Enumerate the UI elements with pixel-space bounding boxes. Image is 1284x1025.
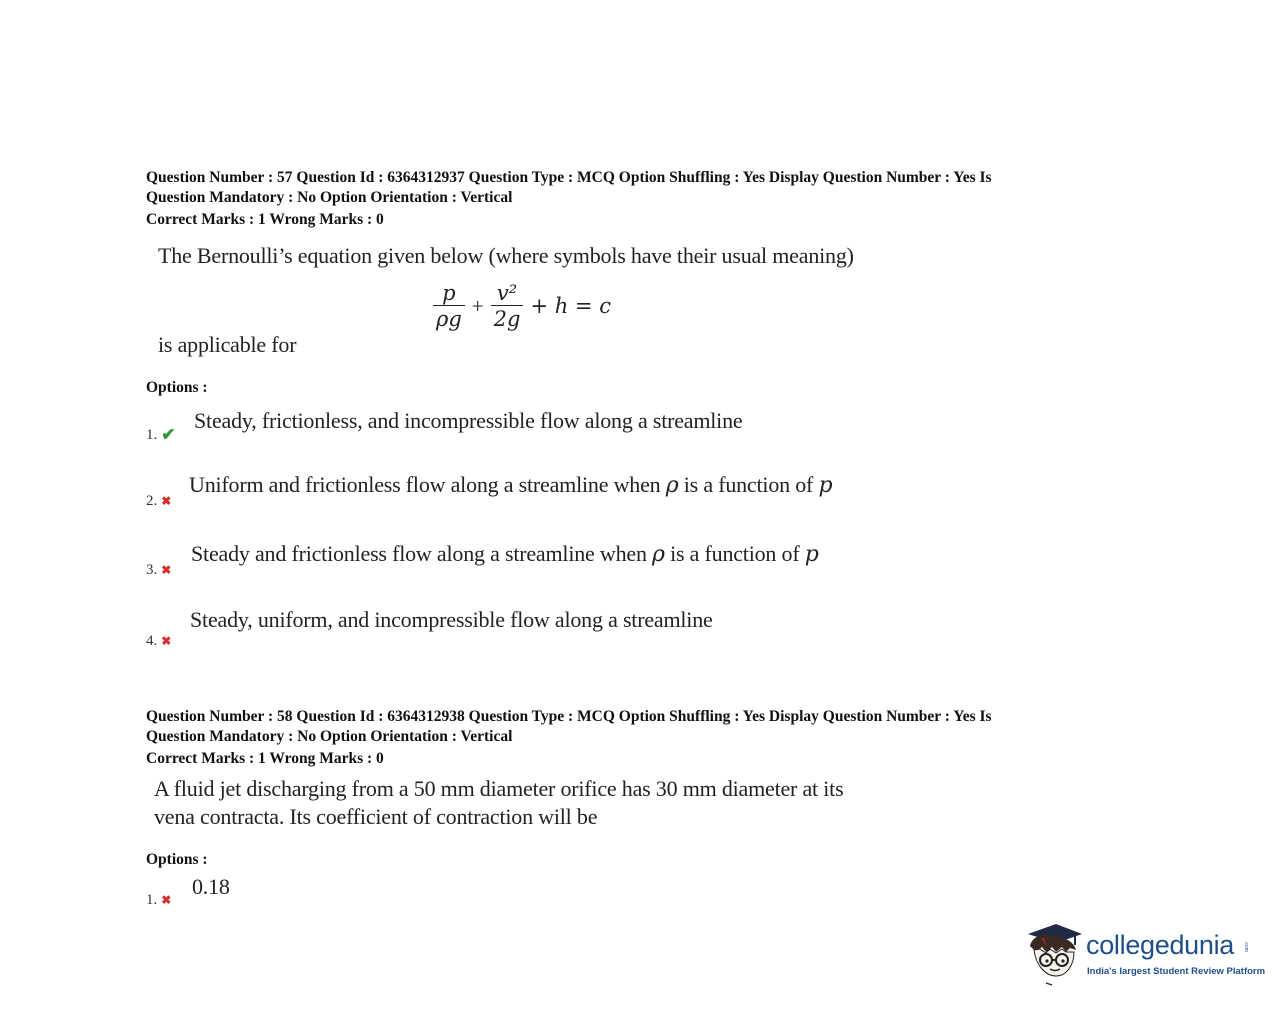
q58-meta-line1: Question Number : 58 Question Id : 6364312938 Question Type : MCQ Option Shuffling : Yes Display Question Number : Yes Is [146,708,992,725]
option-text-part: is a function of [664,541,805,566]
q57-option-4-marker [146,633,171,650]
q57-option-3-text[interactable] [191,541,819,567]
option-text-part: is a function of [678,472,819,497]
collegedunia-tagline: India's largest Student Review Platform [1087,966,1266,977]
formula-numerator-p: p [442,280,456,305]
q57-meta [146,168,1106,207]
option-number: 2. [146,493,158,509]
q58-meta [146,707,1106,746]
option-text-part: Steady and frictionless flow along a streamline when [191,541,653,566]
collegedunia-mascot-icon [1022,916,1086,988]
formula-fraction-p [433,281,465,332]
option-symbol-p: p [804,542,819,567]
q57-option-2-marker [146,493,171,510]
q58-marks: Correct Marks : 1 Wrong Marks : 0 [146,750,384,767]
option-symbol-rho: ρ [652,542,665,567]
wrong-cross-icon: ✖ [161,563,172,577]
option-number: 3. [146,562,158,578]
q57-meta-line1: Question Number : 57 Question Id : 6364312937 Question Type : MCQ Option Shuffling : Yes Display Question Number : Yes Is [146,169,992,186]
option-number: 4. [146,633,158,649]
wrong-cross-icon: ✖ [161,494,172,508]
option-number: 1. [146,892,158,908]
q57-option-1-text[interactable]: Steady, frictionless, and incompressible flow along a streamline [194,408,743,433]
q58-option-1-marker [146,892,171,909]
q57-text-line2: is applicable for [158,332,297,357]
formula-plus: + [471,293,484,318]
q57-meta-line2: Question Mandatory : No Option Orientation : Vertical [146,188,513,206]
option-symbol-rho: ρ [665,473,679,498]
q57-formula [430,276,611,336]
q57-text-line1: The Bernoulli’s equation given below (where symbols have their usual meaning) [158,243,854,268]
wrong-cross-icon: ✖ [161,893,172,907]
q58-options-label: Options : [146,851,208,868]
option-text-part: Uniform and frictionless flow along a streamline when [189,472,666,497]
q58-meta-line2: Question Mandatory : No Option Orientation : Vertical [146,727,513,745]
q58-text-line2: vena contracta. Its coefficient of contraction will be [154,804,598,829]
wrong-cross-icon: ✖ [161,634,172,648]
option-number: 1. [146,426,158,443]
formula-denominator-2g: 2g [493,306,521,331]
q58-text-line1: A fluid jet discharging from a 50 mm diameter orifice has 30 mm diameter at its [154,776,844,801]
correct-check-icon: ✔ [161,425,176,444]
q57-option-3-marker [146,562,171,579]
formula-tail: + h = c [530,294,611,318]
q57-marks: Correct Marks : 1 Wrong Marks : 0 [146,211,384,228]
q58-option-1-text[interactable]: 0.18 [192,874,230,899]
formula-denominator-rhog: ρg [436,306,462,331]
q57-options-label: Options : [146,379,208,396]
q57-option-2-text[interactable] [189,472,832,498]
formula-fraction-v2 [491,281,524,332]
collegedunia-logo-com: .com [1243,941,1249,952]
option-symbol-p: p [818,473,833,498]
q57-option-4-text[interactable]: Steady, uniform, and incompressible flow along a streamline [190,607,713,632]
q57-option-1-marker [146,425,176,445]
formula-numerator-v2: v² [496,280,518,305]
collegedunia-logo-text: collegedunia [1086,930,1235,960]
